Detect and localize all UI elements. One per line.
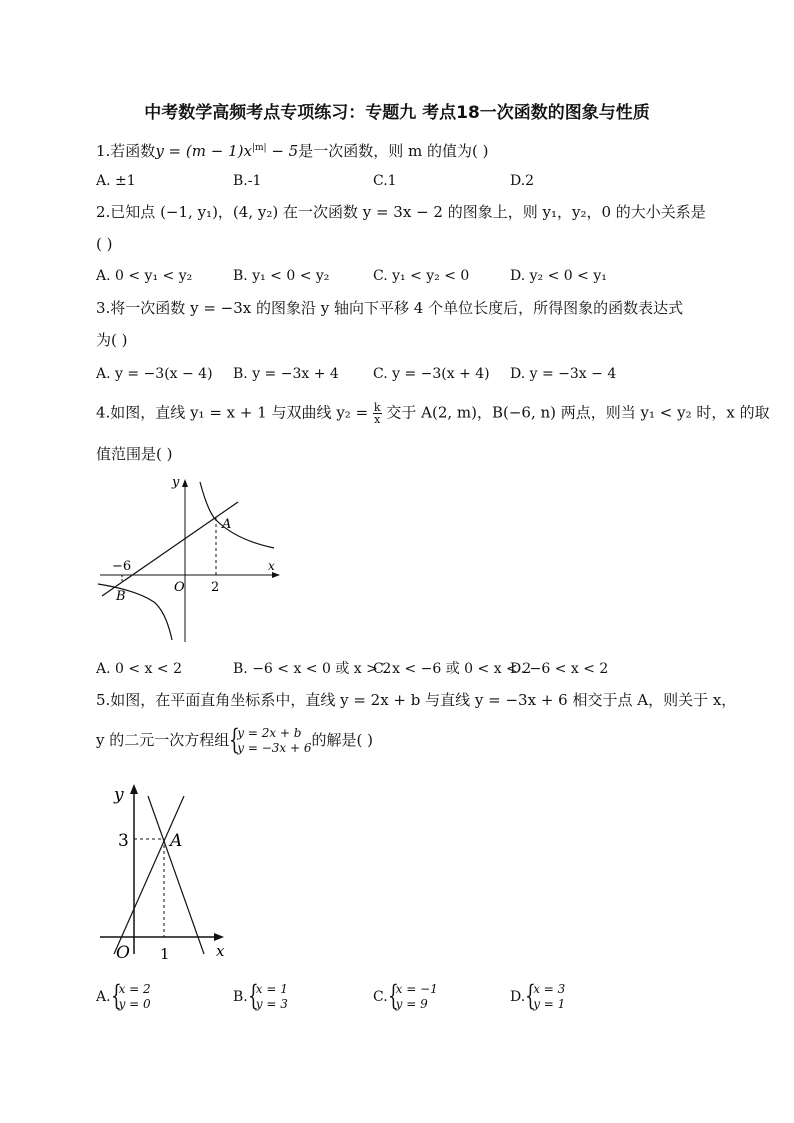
q2-line-2: ( ): [96, 235, 113, 253]
q1-option-c[interactable]: C.1: [373, 173, 397, 189]
q5-option-a-top: x = 2: [118, 982, 151, 996]
q5-option-d-bottom: y = 1: [533, 997, 566, 1011]
q5-option-a[interactable]: [96, 979, 151, 1012]
q4-origin-label: O: [174, 580, 185, 595]
q5-x-arrow-icon: [214, 933, 224, 941]
q5-option-a-system: [110, 979, 151, 1012]
q5-line-1: 5.如图，在平面直角坐标系中，直线 y = 2x + b 与直线 y = −3x + 6 相交于点 A，则关于 x，: [96, 691, 737, 709]
q4-option-c[interactable]: C. x < −6 或 0 < x < 2: [373, 661, 532, 677]
q1-expr: y = (m − 1)x: [155, 142, 252, 160]
q5-origin-label: O: [116, 943, 130, 963]
q3-line-1: 3.将一次函数 y = −3x 的图象沿 y 轴向下平移 4 个单位长度后，所得图象的函数表达式: [96, 299, 684, 317]
q4-point-b: B: [116, 589, 126, 604]
q4-text-part-2: 交于 A(2, m)，B(−6, n) 两点，则当 y₁ < y₂ 时，x 的取: [381, 403, 770, 422]
q5-brace-icon: {: [229, 723, 240, 756]
q3-option-d[interactable]: D. y = −3x − 4: [510, 366, 617, 382]
q4-option-a[interactable]: A. 0 < x < 2: [96, 661, 182, 677]
q5-y-label: y: [114, 785, 124, 805]
q5-graph: [96, 776, 236, 966]
q4-fraction: [373, 402, 382, 425]
q5-point-a: A: [170, 831, 183, 851]
q5-equation-system: [229, 723, 312, 756]
q4-fraction-denominator: x: [374, 413, 381, 426]
q2-option-a[interactable]: A. 0 < y₁ < y₂: [96, 268, 193, 284]
q5-x-label: x: [216, 942, 225, 960]
q4-y-label: y: [172, 475, 180, 490]
q5-option-b-top: x = 1: [255, 982, 288, 996]
q5-option-d-top: x = 3: [533, 982, 566, 996]
q4-line-1: [96, 402, 770, 425]
q4-x-label: x: [268, 559, 275, 573]
q5-option-b-label: B.: [233, 989, 248, 1005]
q5-option-c-brace-icon: {: [387, 979, 399, 1012]
q5-option-b-brace-icon: {: [247, 979, 259, 1012]
q1-prefix: 1.若函数: [96, 142, 156, 160]
q4-hyperbola-upper: [200, 482, 274, 548]
q1-expr-tail: − 5: [266, 142, 299, 160]
q5-line-falling: [148, 796, 204, 954]
q1-option-b[interactable]: B.-1: [233, 173, 262, 189]
q1-option-d[interactable]: D.2: [510, 173, 535, 189]
question-1: [96, 138, 488, 161]
q4-graph: [96, 472, 286, 644]
q1-exponent: |m|: [251, 143, 267, 153]
q5-option-b-system: [247, 979, 288, 1012]
q4-tick-neg6: −6: [112, 559, 132, 574]
q2-option-c[interactable]: C. y₁ < y₂ < 0: [373, 268, 470, 284]
q5-line-2: [96, 723, 373, 756]
q5-option-b-bottom: y = 3: [255, 997, 288, 1011]
q4-fraction-numerator: k: [373, 401, 381, 414]
q2-option-b[interactable]: B. y₁ < 0 < y₂: [233, 268, 330, 284]
q5-option-c-bottom: y = 9: [395, 997, 428, 1011]
q4-option-b[interactable]: B. −6 < x < 0 或 x > 2: [233, 661, 392, 677]
q4-tick-2: 2: [211, 580, 220, 595]
q1-option-a[interactable]: A. ±1: [96, 173, 136, 189]
q5-option-d-brace-icon: {: [525, 979, 536, 1012]
q2-line-1: 2.已知点 (−1, y₁)，(4, y₂) 在一次函数 y = 3x − 2 的图象上，则 y₁，y₂，0 的大小关系是: [96, 203, 706, 221]
q4-y-arrow-icon: [182, 479, 188, 487]
q5-option-c-top: x = −1: [395, 982, 438, 996]
q5-tick-1: 1: [160, 945, 170, 963]
q4-point-a: A: [222, 517, 232, 532]
q5-line-2-prefix: y 的二元一次方程组: [96, 731, 230, 749]
q3-line-2: 为( ): [96, 331, 128, 349]
q5-option-c-system: [387, 979, 438, 1012]
q5-system-top: y = 2x + b: [237, 726, 302, 740]
q4-line-2: 值范围是( ): [96, 445, 173, 463]
q5-line-rising: [114, 796, 184, 954]
q5-option-b[interactable]: [233, 979, 288, 1012]
q5-option-a-brace-icon: {: [110, 979, 122, 1012]
page-title: 中考数学高频考点专项练习：专题九 考点18一次函数的图象与性质: [144, 103, 650, 123]
q5-option-c-label: C.: [373, 989, 388, 1005]
q5-option-d-label: D.: [510, 989, 526, 1005]
q5-tick-3: 3: [118, 831, 129, 851]
q5-system-bottom: y = −3x + 6: [237, 741, 312, 755]
q4-text-part-1: 4.如图，直线 y₁ = x + 1 与双曲线 y₂ =: [96, 403, 373, 422]
q5-option-d-system: [525, 979, 566, 1012]
q4-option-d[interactable]: D. −6 < x < 2: [510, 661, 609, 677]
q3-option-a[interactable]: A. y = −3(x − 4): [96, 366, 213, 382]
q5-option-a-bottom: y = 0: [118, 997, 151, 1011]
q4-hyperbola-lower: [98, 584, 172, 640]
q5-line-2-suffix: 的解是( ): [311, 731, 373, 749]
q5-option-c[interactable]: [373, 979, 438, 1012]
q5-option-d[interactable]: [510, 979, 566, 1012]
q2-option-d[interactable]: D. y₂ < 0 < y₁: [510, 268, 607, 284]
q3-option-c[interactable]: C. y = −3(x + 4): [373, 366, 490, 382]
q5-y-arrow-icon: [130, 784, 138, 794]
q1-suffix: 是一次函数，则 m 的值为( ): [298, 142, 489, 160]
q3-option-b[interactable]: B. y = −3x + 4: [233, 366, 339, 382]
q5-option-a-label: A.: [96, 989, 111, 1005]
